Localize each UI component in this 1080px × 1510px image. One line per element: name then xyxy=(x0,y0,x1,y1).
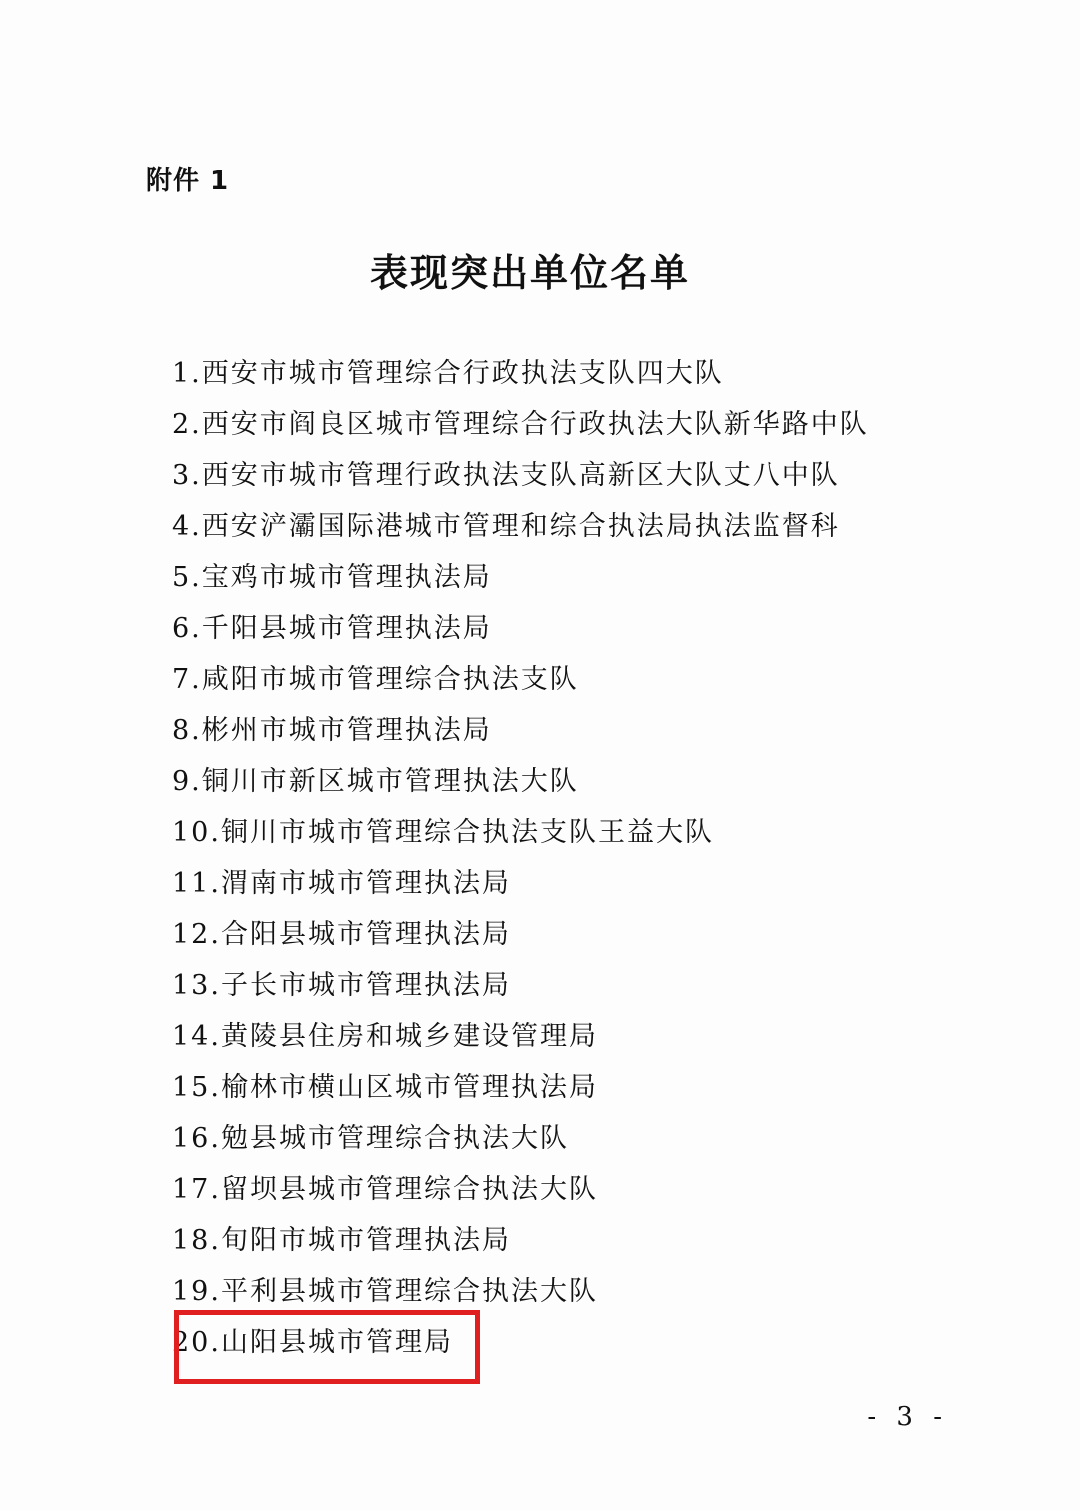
list-item: 10.铜川市城市管理综合执法支队王益大队 xyxy=(172,817,714,848)
list-item: 19.平利县城市管理综合执法大队 xyxy=(172,1276,598,1307)
list-item: 9.铜川市新区城市管理执法大队 xyxy=(172,766,579,797)
unit-list xyxy=(172,348,869,1368)
list-item: 8.彬州市城市管理执法局 xyxy=(172,715,492,746)
document-title: 表现突出单位名单 xyxy=(369,251,690,295)
list-item: 7.咸阳市城市管理综合执法支队 xyxy=(172,664,579,695)
list-item-highlighted: 20.山阳县城市管理局 xyxy=(172,1327,453,1358)
list-item: 16.勉县城市管理综合执法大队 xyxy=(172,1123,569,1154)
list-item: 11.渭南市城市管理执法局 xyxy=(172,868,511,899)
list-item: 15.榆林市横山区城市管理执法局 xyxy=(172,1072,598,1103)
highlight-box xyxy=(174,1310,480,1384)
list-item: 4.西安浐灞国际港城市管理和综合执法局执法监督科 xyxy=(172,511,840,542)
attachment-label: 附件 1 xyxy=(146,166,230,196)
list-item: 5.宝鸡市城市管理执法局 xyxy=(172,562,492,593)
list-item: 12.合阳县城市管理执法局 xyxy=(172,919,511,950)
list-item: 13.子长市城市管理执法局 xyxy=(172,970,511,1001)
list-item: 2.西安市阎良区城市管理综合行政执法大队新华路中队 xyxy=(172,409,869,440)
list-item: 6.千阳县城市管理执法局 xyxy=(172,613,492,644)
list-item: 17.留坝县城市管理综合执法大队 xyxy=(172,1174,598,1205)
list-item: 14.黄陵县住房和城乡建设管理局 xyxy=(172,1021,598,1052)
list-item: 3.西安市城市管理行政执法支队高新区大队丈八中队 xyxy=(172,460,840,491)
page-number: - 3 - xyxy=(867,1402,948,1432)
list-item: 1.西安市城市管理综合行政执法支队四大队 xyxy=(172,358,724,389)
list-item: 18.旬阳市城市管理执法局 xyxy=(172,1225,511,1256)
